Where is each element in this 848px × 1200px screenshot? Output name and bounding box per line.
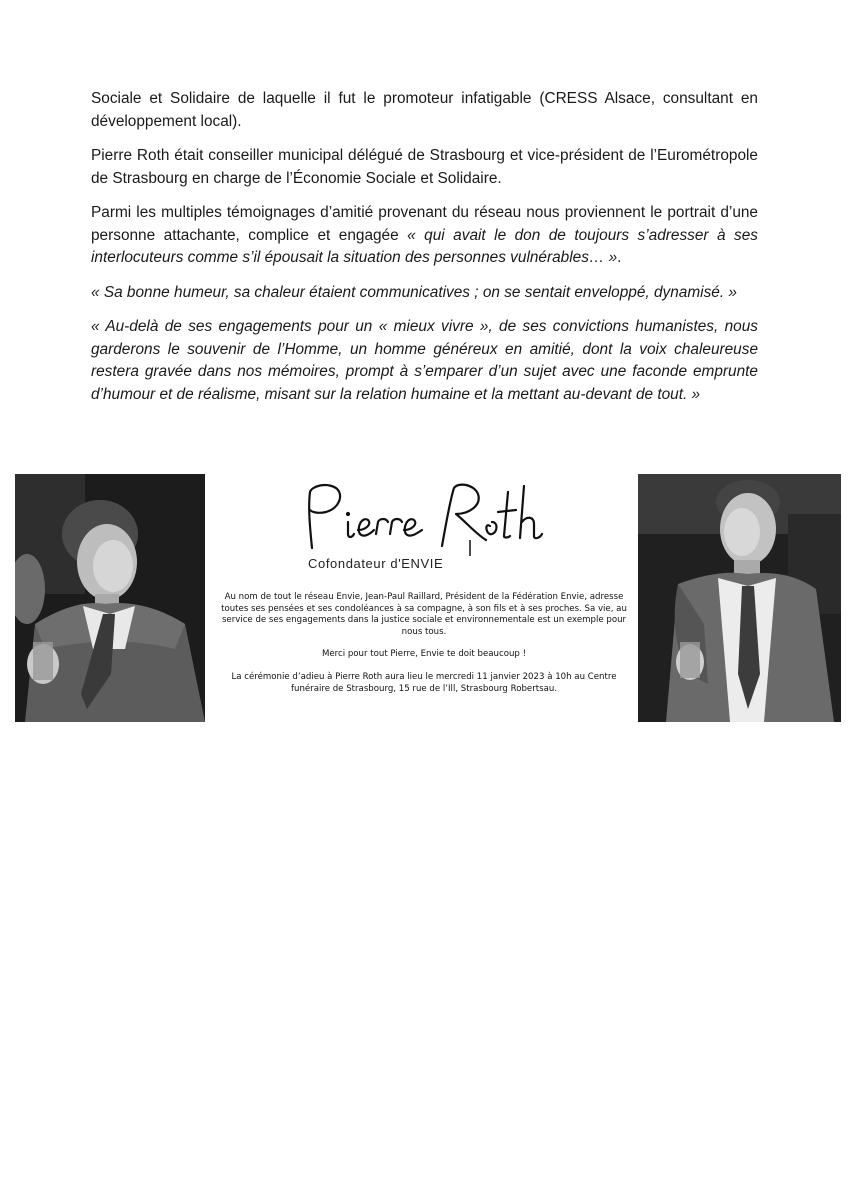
- pierre-roth-signature: [290, 478, 560, 558]
- quote-humour: « Sa bonne humeur, sa chaleur étaient communicatives ; on se sentait enveloppé, dynamisé. »: [91, 283, 737, 301]
- portrait-photo-left: [15, 474, 205, 722]
- paragraph-role: Pierre Roth était conseiller municipal délégué de Strasbourg et vice-président de l’Eurométropole de Strasbourg en charge de l’Économie Sociale et Solidaire.: [91, 147, 758, 187]
- condolence-message: [214, 592, 634, 706]
- tribute-subtitle: Cofondateur d'ENVIE: [308, 556, 444, 571]
- testimonies-end: .: [617, 249, 622, 266]
- quote-engagements: « Au-delà de ses engagements pour un « mieux vivre », de ses convictions humanistes, nous garderons le souvenir de l’Homme, un homme généreux en amitié, dont la voix chaleureuse restera gravée dans nos mémoires, prompt à s’emparer d’un sujet avec une faconde emprunte d’humour et de réalisme, misant sur la relation humaine et la mettant au-devant de tout. »: [91, 318, 758, 403]
- paragraph-cress: Sociale et Solidaire de laquelle il fut le promoteur infatigable (CRESS Alsace, consultant en développement local).: [91, 90, 758, 130]
- message-ceremony: La cérémonie d’adieu à Pierre Roth aura lieu le mercredi 11 janvier 2023 à 10h au Centre funéraire de Strasbourg, 15 rue de l’Ill, Strasbourg Robertsau.: [231, 671, 617, 694]
- message-condolences: Au nom de tout le réseau Envie, Jean-Paul Raillard, Président de la Fédération Envie, adresse toutes ses pensées et ses condoléances à sa compagne, à son fils et à ses proches. Sa vie, au service de ses engagements dans la justice sociale et environnementale est un exemple pour nous tous.: [221, 592, 627, 637]
- testimonies-text: Parmi les multiples témoignages d’amitié provenant du réseau nous proviennent le portrait d’une personne attachante, complice et engagée: [91, 204, 758, 244]
- article-body: [91, 88, 758, 418]
- testimonies-quote: « qui avait le don de toujours s’adresser à ses interlocuteurs comme s’il épousait la situation des personnes vulnérables… »: [91, 226, 758, 266]
- message-thanks: Merci pour tout Pierre, Envie te doit beaucoup !: [321, 649, 527, 660]
- portrait-photo-right: [638, 474, 841, 722]
- paragraph-testimonies: [91, 202, 758, 270]
